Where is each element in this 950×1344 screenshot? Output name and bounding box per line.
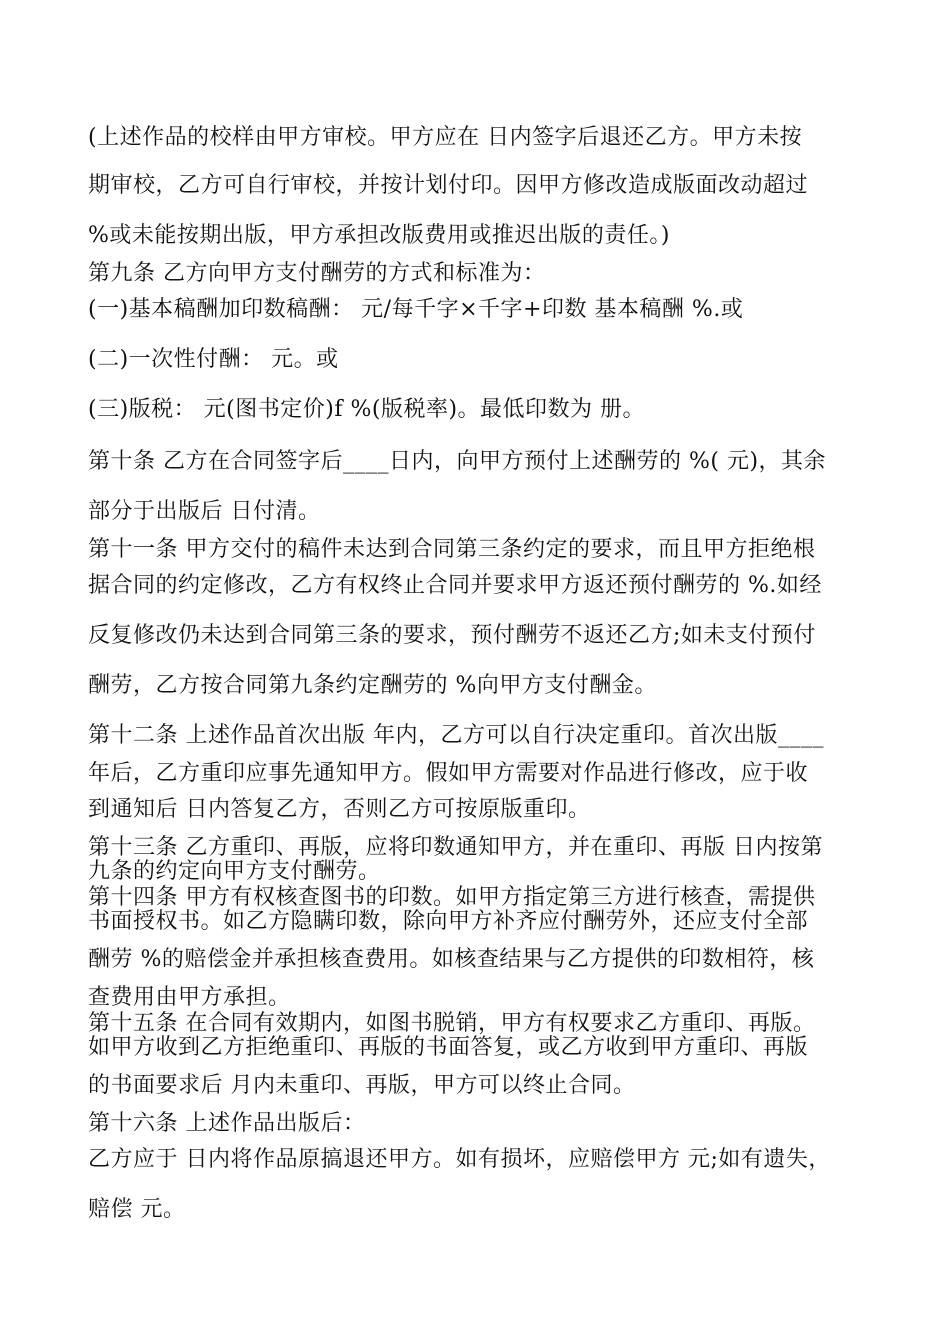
text-line: 年后，乙方重印应事先通知甲方。假如甲方需要对作品进行修改，应于收 bbox=[88, 761, 809, 786]
text-line: 查费用由甲方承担。 bbox=[88, 985, 291, 1010]
text-line: (上述作品的校样由甲方审校。甲方应在 日内签字后退还乙方。甲方未按 bbox=[88, 125, 803, 150]
text-line: 第十四条 甲方有权核查图书的印数。如甲方指定第三方进行核查，需提供 bbox=[88, 885, 816, 910]
text-line: (二)一次性付酬： 元。或 bbox=[88, 347, 339, 372]
text-line: 部分于出版后 日付清。 bbox=[88, 499, 321, 524]
text-line: 如甲方收到乙方拒绝重印、再版的书面答复，或乙方收到甲方重印、再版 bbox=[88, 1035, 809, 1060]
text-line: (一)基本稿酬加印数稿酬： 元/每千字×千字+印数 基本稿酬 %.或 bbox=[88, 297, 744, 322]
text-line: 第九条 乙方向甲方支付酬劳的方式和标准为： bbox=[88, 261, 546, 286]
text-line: 第十五条 在合同有效期内，如图书脱销，甲方有权要求乙方重印、再版。 bbox=[88, 1011, 816, 1036]
text-line: 酬劳，乙方按合同第九条约定酬劳的 %向甲方支付酬金。 bbox=[88, 673, 657, 698]
text-line: 乙方应于 日内将作品原搞退还甲方。如有损坏，应赔偿甲方 元;如有遗失， bbox=[88, 1147, 831, 1172]
text-line: (三)版税： 元(图书定价)f %(版税率)。最低印数为 册。 bbox=[88, 397, 646, 422]
text-line: 赔偿 元。 bbox=[88, 1197, 186, 1222]
text-line: 第十二条 上述作品首次出版 年内，乙方可以自行决定重印。首次出版____ bbox=[88, 723, 824, 748]
text-line: 到通知后 日内答复乙方，否则乙方可按原版重印。 bbox=[88, 797, 591, 822]
text-line: 书面授权书。如乙方隐瞒印数，除向甲方补齐应付酬劳外，还应支付全部 bbox=[88, 909, 809, 934]
text-line: 九条的约定向甲方支付酬劳。 bbox=[88, 859, 381, 884]
text-line: %或未能按期出版，甲方承担改版费用或推迟出版的责任。) bbox=[88, 223, 670, 248]
text-line: 第十三条 乙方重印、再版，应将印数通知甲方，并在重印、再版 日内按第 bbox=[88, 835, 823, 860]
text-line: 第十一条 甲方交付的稿件未达到合同第三条约定的要求，而且甲方拒绝根 bbox=[88, 537, 816, 562]
text-line: 期审校，乙方可自行审校，并按计划付印。因甲方修改造成版面改动超过 bbox=[88, 173, 809, 198]
text-line: 第十条 乙方在合同签字后____日内，向甲方预付上述酬劳的 %( 元)，其余 bbox=[88, 449, 827, 474]
text-line: 据合同的约定修改，乙方有权终止合同并要求甲方返还预付酬劳的 %.如经 bbox=[88, 573, 822, 598]
text-line: 反复修改仍未达到合同第三条的要求，预付酬劳不返还乙方;如未支付预付 bbox=[88, 623, 816, 648]
text-line: 酬劳 %的赔偿金并承担核查费用。如核查结果与乙方提供的印数相符，核 bbox=[88, 947, 815, 972]
text-line: 的书面要求后 月内未重印、再版，甲方可以终止合同。 bbox=[88, 1073, 636, 1098]
text-line: 第十六条 上述作品出版后： bbox=[88, 1111, 366, 1136]
